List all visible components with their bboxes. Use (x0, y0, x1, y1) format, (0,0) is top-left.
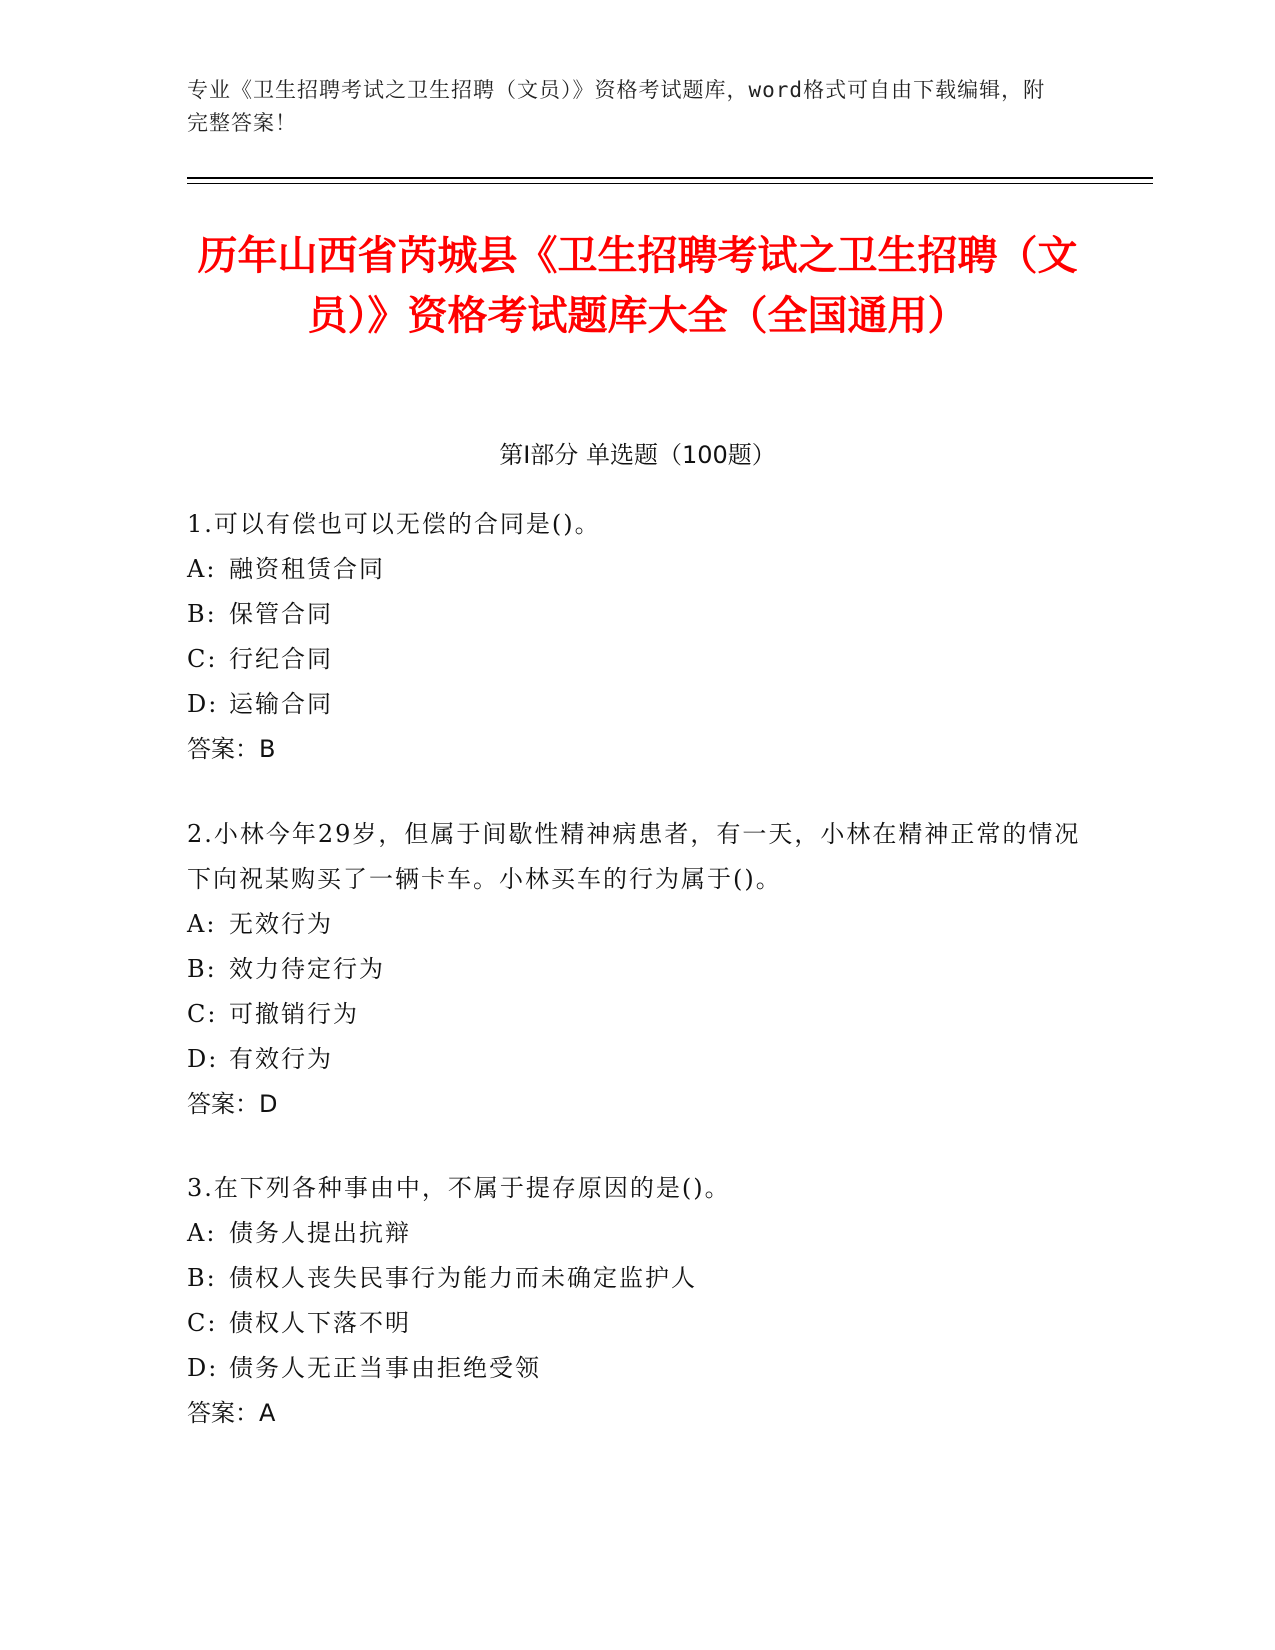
option-key: B: (187, 600, 217, 628)
header-divider-thick (187, 177, 1153, 179)
header-note: 专业《卫生招聘考试之卫生招聘（文员）》资格考试题库，word格式可自由下载编辑，附完整答案！ (187, 78, 1046, 135)
answer: 答案：B (187, 735, 276, 763)
option-text: 运输合同 (229, 690, 333, 718)
option-key: B: (187, 1264, 217, 1292)
header-divider-thin (187, 183, 1153, 184)
option-a (187, 902, 1087, 947)
option-key: C: (187, 1000, 218, 1028)
option-d (187, 1346, 1087, 1391)
option-key: B: (187, 955, 217, 983)
option-text: 融资租赁合同 (229, 555, 385, 583)
question-3 (187, 1166, 1087, 1436)
question-stem: 2.小林今年29岁，但属于间歇性精神病患者，有一天，小林在精神正常的情况下向祝某购买了一辆卡车。小林买车的行为属于()。 (187, 820, 1081, 893)
option-key: C: (187, 1309, 218, 1337)
option-d (187, 1037, 1087, 1082)
option-a (187, 1211, 1087, 1256)
option-text: 无效行为 (229, 910, 333, 938)
option-c (187, 992, 1087, 1037)
option-b (187, 947, 1087, 992)
option-key: D: (187, 1354, 219, 1382)
option-c (187, 1301, 1087, 1346)
option-d (187, 682, 1087, 727)
answer: 答案：A (187, 1399, 276, 1427)
option-text: 行纪合同 (229, 645, 333, 673)
question-1 (187, 502, 1087, 772)
option-key: A: (187, 555, 217, 583)
option-key: A: (187, 1219, 217, 1247)
option-text: 保管合同 (229, 600, 333, 628)
question-stem: 1.可以有偿也可以无偿的合同是()。 (187, 510, 601, 538)
option-text: 债权人丧失民事行为能力而未确定监护人 (229, 1264, 697, 1292)
option-key: A: (187, 910, 217, 938)
option-text: 债务人提出抗辩 (229, 1219, 411, 1247)
option-a (187, 547, 1087, 592)
document-title: 历年山西省芮城县《卫生招聘考试之卫生招聘（文员）》资格考试题库大全（全国通用） (197, 233, 1078, 339)
question-stem: 3.在下列各种事由中，不属于提存原因的是()。 (187, 1174, 731, 1202)
option-key: D: (187, 1045, 219, 1073)
section-title: 第Ⅰ部分 单选题（100题） (499, 441, 776, 469)
option-b (187, 592, 1087, 637)
option-text: 有效行为 (229, 1045, 333, 1073)
option-text: 债权人下落不明 (229, 1309, 411, 1337)
option-c (187, 637, 1087, 682)
answer: 答案：D (187, 1090, 278, 1118)
option-text: 可撤销行为 (229, 1000, 359, 1028)
question-2 (187, 812, 1087, 1127)
option-text: 效力待定行为 (229, 955, 385, 983)
option-key: C: (187, 645, 218, 673)
option-key: D: (187, 690, 219, 718)
option-b (187, 1256, 1087, 1301)
option-text: 债务人无正当事由拒绝受领 (229, 1354, 541, 1382)
